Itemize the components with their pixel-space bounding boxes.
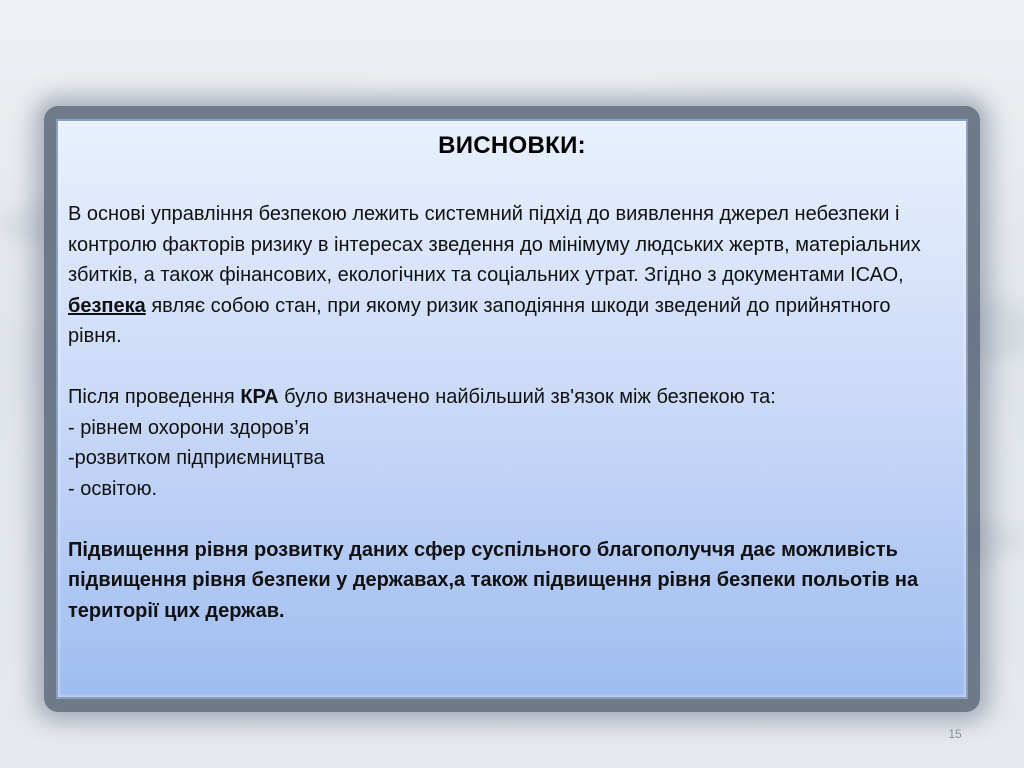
kra-paragraph [68,382,948,413]
kra-term: КРА [240,386,279,408]
paragraph-gap [68,352,948,383]
list-item: - освітою. [68,477,158,500]
list-item: - рівнем охорони здоров’я [68,416,310,439]
slide-title: ВИСНОВКИ: [438,132,586,159]
list-item: -розвитком підприємництва [68,447,325,469]
intro-paragraph [68,199,948,352]
paragraph-gap [68,504,948,535]
intro-text-start: В основі управління безпекою лежить системний підхід до виявлення джерел небезпеки і контролю факторів ризику в інтересах зведення до мінімуму людських жертв, матеріальних збитків, а також фінансових, екологічних та соціальних утрат. Згідно з документами ІСАО, [68,203,921,286]
slide-body [68,199,948,626]
conclusion-paragraph: Підвищення рівня розвитку даних сфер суспільного благополуччя дає можливість підвищення рівня безпеки у державах,а також підвищення рівня безпеки польотів на території цих держав. [68,538,919,622]
page-number: 15 [948,727,962,741]
kra-text-end: було визначено найбільший зв'язок між безпекою та: [278,386,776,408]
kra-text-start: Після проведення [68,386,241,408]
intro-text-end: являє собою стан, при якому ризик заподіяння шкоди зведений до прийнятного рівня. [68,294,891,347]
safety-term: безпека [68,294,146,317]
